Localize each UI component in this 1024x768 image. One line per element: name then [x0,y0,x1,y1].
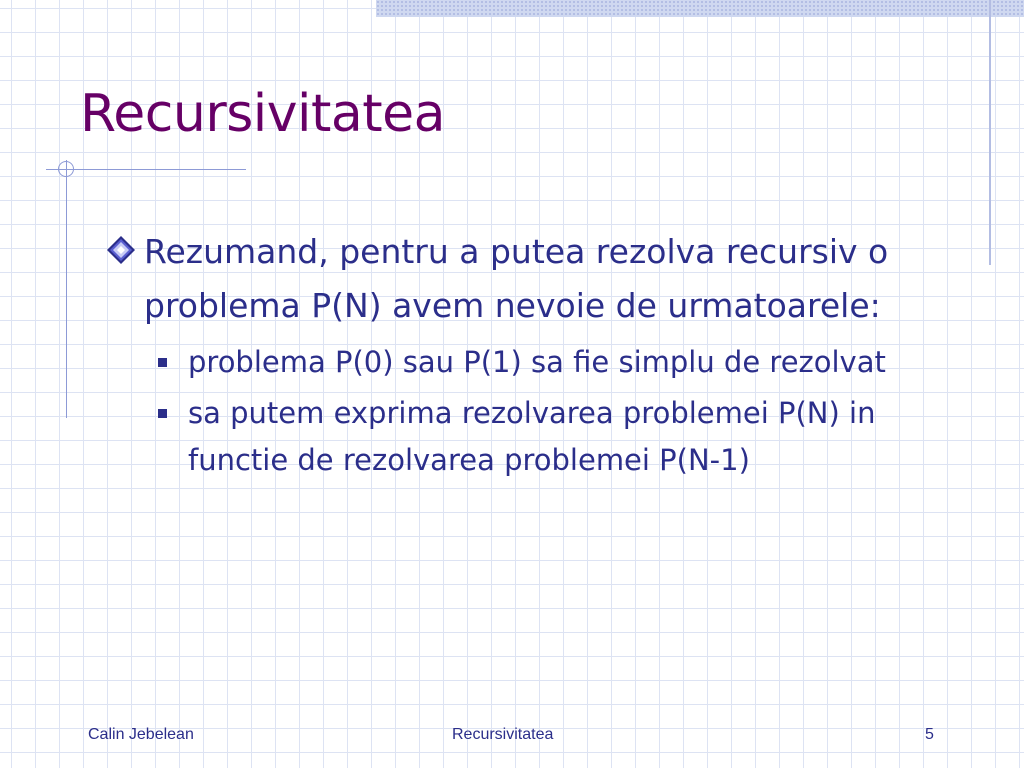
top-decorative-band [376,0,1024,17]
left-vertical-decoration [66,160,67,418]
footer-author: Calin Jebelean [88,726,194,743]
sub-bullet-text: problema P(0) sau P(1) sa fie simplu de rezolvat [188,345,886,379]
right-decorative-rule [989,0,991,265]
circle-ornament-icon [58,161,74,177]
bullet-level1-text: Rezumand, pentru a putea rezolva recursiv o problema P(N) avem nevoie de urmatoarele: [144,232,889,325]
square-bullet-icon [158,409,167,418]
diamond-bullet-icon [106,235,136,265]
slide-title: Recursivitatea [80,84,445,144]
title-underline-decoration [46,169,246,170]
sub-bullet [100,390,940,484]
slide-body [100,225,940,484]
sub-bullet-text: sa putem exprima rezolvarea problemei P(N) in functie de rezolvarea problemei P(N-1) [188,396,876,477]
bullet-level1 [100,225,940,333]
footer-page-number: 5 [925,726,934,743]
square-bullet-icon [158,358,167,367]
sub-bullet [100,339,940,386]
footer-topic: Recursivitatea [452,726,554,743]
